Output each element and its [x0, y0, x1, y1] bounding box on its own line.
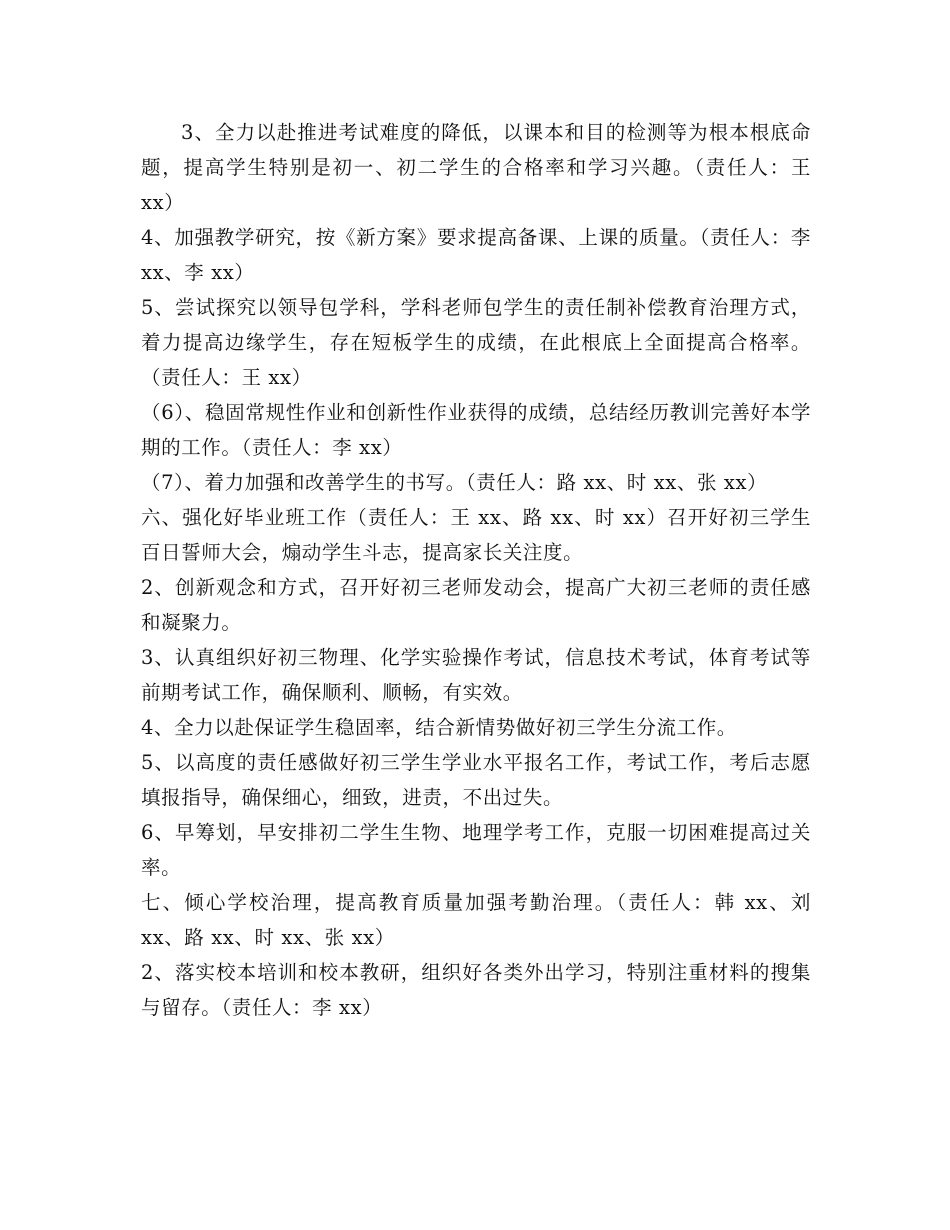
paragraph-8: 3、认真组织好初三物理、化学实验操作考试，信息技术考试，体育考试等前期考试工作，确保顺利、顺畅，有实效。: [141, 646, 811, 704]
paragraph-2: 4、加强教学研究，按《新方案》要求提高备课、上课的质量。（责任人：李 xx、李 xx）: [141, 226, 811, 284]
paragraph-9: 4、全力以赴保证学生稳固率，结合新情势做好初三学生分流工作。: [141, 716, 737, 739]
paragraph-5: （7）、着力加强和改善学生的书写。（责任人：路 xx、时 xx、张 xx）: [141, 471, 768, 494]
paragraph-6: 六、强化好毕业班工作（责任人：王 xx、路 xx、时 xx）召开好初三学生百日誓师大会，煽动学生斗志，提高家长关注度。: [141, 506, 811, 564]
paragraph-1: 3、全力以赴推进考试难度的降低，以课本和目的检测等为根本根底命题，提高学生特别是初一、初二学生的合格率和学习兴趣。（责任人：王 xx）: [141, 121, 811, 214]
paragraph-10: 5、以高度的责任感做好初三学生学业水平报名工作，考试工作，考后志愿填报指导，确保细心，细致，进责，不出过失。: [141, 751, 811, 809]
document-body: [141, 115, 811, 1025]
paragraph-4: （6）、稳固常规性作业和创新性作业获得的成绩，总结经历教训完善好本学期的工作。（责任人：李 xx）: [141, 401, 811, 459]
paragraph-7: 2、创新观念和方式，召开好初三老师发动会，提高广大初三老师的责任感和凝聚力。: [141, 576, 811, 634]
paragraph-12: 七、倾心学校治理，提高教育质量加强考勤治理。（责任人：韩 xx、刘 xx、路 xx、时 xx、张 xx）: [141, 891, 811, 949]
paragraph-11: 6、早筹划，早安排初二学生生物、地理学考工作，克服一切困难提高过关率。: [141, 821, 811, 879]
paragraph-3: 5、尝试探究以领导包学科，学科老师包学生的责任制补偿教育治理方式，着力提高边缘学生，存在短板学生的成绩，在此根底上全面提高合格率。（责任人：王 xx）: [141, 296, 811, 389]
paragraph-13: 2、落实校本培训和校本教研，组织好各类外出学习，特别注重材料的搜集与留存。（责任人：李 xx）: [141, 961, 811, 1019]
